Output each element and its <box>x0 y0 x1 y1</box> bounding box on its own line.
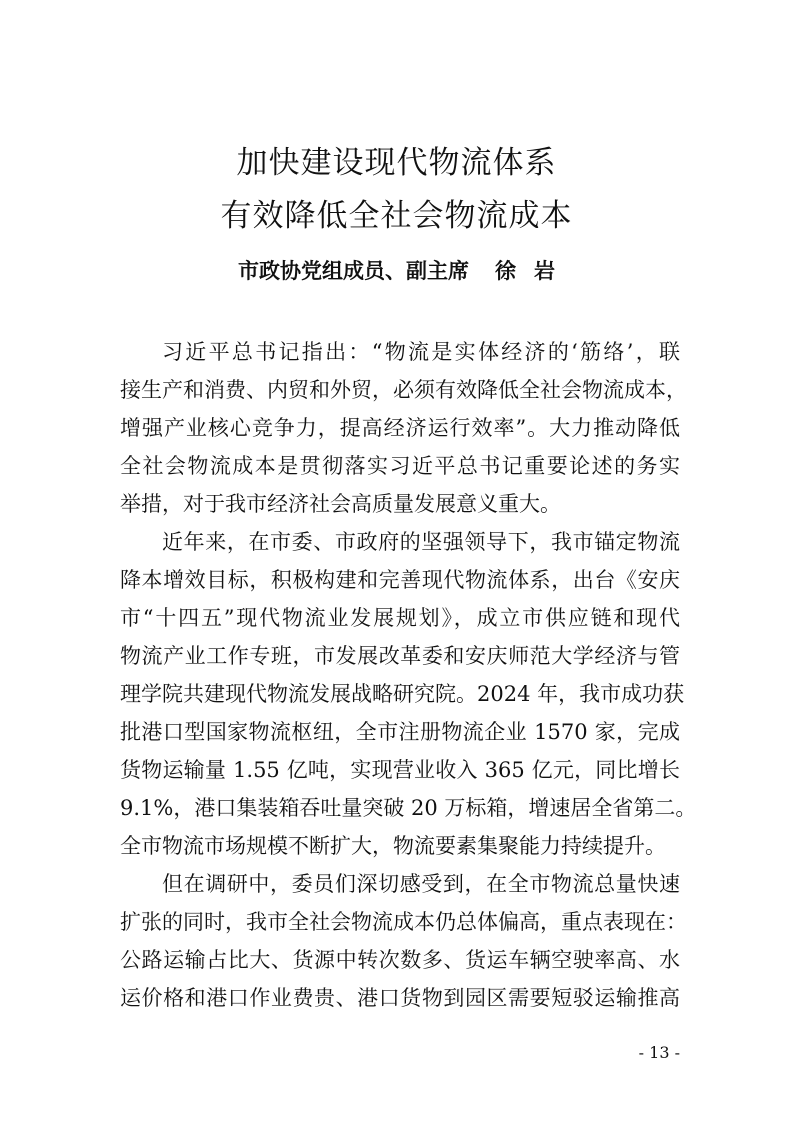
title-line-1: 加快建设现代物流体系 <box>236 145 557 181</box>
paragraph-line: 运价格和港口作业费贵、港口货物到园区需要短驳运输推高 <box>120 986 680 1010</box>
page-number: - 13 - <box>638 1043 680 1062</box>
paragraph-line: 全社会物流成本是贯彻落实习近平总书记重要论述的务实 <box>120 454 680 478</box>
author-name-last: 岩 <box>534 258 555 283</box>
paragraph-line: 9.1%，港口集装箱吞吐量突破 20 万标箱，增速居全省第二。 <box>120 796 697 820</box>
paragraph-line: 货物运输量 1.55 亿吨，实现营业收入 365 亿元，同比增长 <box>120 758 680 782</box>
author-position: 市政协党组成员、副主席 <box>238 258 469 283</box>
paragraph-line: 理学院共建现代物流发展战略研究院。2024 年，我市成功获 <box>120 682 685 706</box>
author-name-first: 徐 <box>495 258 516 283</box>
paragraph-line: 全市物流市场规模不断扩大，物流要素集聚能力持续提升。 <box>120 834 666 858</box>
byline <box>0 257 793 285</box>
paragraph-line: 市“十四五”现代物流业发展规划》，成立市供应链和现代 <box>120 606 680 630</box>
paragraph-line: 物流产业工作专班，市发展改革委和安庆师范大学经济与管 <box>120 644 680 668</box>
paragraph-line: 近年来，在市委、市政府的坚强领导下，我市锚定物流 <box>162 530 680 554</box>
paragraph-line: 扩张的同时，我市全社会物流成本仍总体偏高，重点表现在： <box>120 910 687 934</box>
paragraph-line: 批港口型国家物流枢纽，全市注册物流企业 1570 家，完成 <box>120 720 680 744</box>
paragraph-line: 降本增效目标，积极构建和完善现代物流体系，出台《安庆 <box>120 568 680 592</box>
paragraph-line: 公路运输占比大、货源中转次数多、货运车辆空驶率高、水 <box>120 948 680 972</box>
paragraph-line: 习近平总书记指出：“物流是实体经济的‘筋络’，联 <box>162 340 680 364</box>
paragraph-line: 增强产业核心竞争力，提高经济运行效率”。大力推动降低 <box>120 416 680 440</box>
paragraph-line: 举措，对于我市经济社会高质量发展意义重大。 <box>120 492 561 516</box>
title-line-2: 有效降低全社会物流成本 <box>220 198 573 234</box>
paragraph-line: 接生产和消费、内贸和外贸，必须有效降低全社会物流成本， <box>120 378 687 402</box>
paragraph-line: 但在调研中，委员们深切感受到，在全市物流总量快速 <box>162 872 680 896</box>
article-body <box>120 333 697 1017</box>
